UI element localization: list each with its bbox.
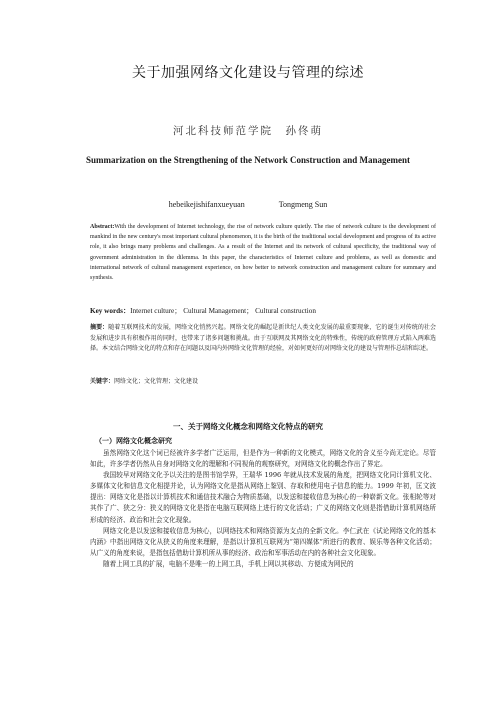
chinese-keywords — [90, 376, 436, 387]
author-line: 河北科技师范学院 孙佟萌 — [173, 125, 323, 137]
english-author-name: Tongmeng Sun — [278, 200, 328, 209]
paper-title: 关于加强网络文化建设与管理的综述 — [132, 65, 364, 81]
english-keywords-text: Internet culture； Cultural Management； Cultural construction — [130, 307, 316, 315]
english-abstract-label: Abstract: — [90, 224, 115, 230]
english-affiliation: hebeikejishifanxueyuan — [168, 200, 245, 209]
subsection-heading: （一）网络文化概念研究 — [95, 437, 172, 445]
english-keywords — [90, 306, 436, 317]
body-paragraph: 随着上网工具的扩展，电脑不是唯一的上网工具，手机上网以其移动、方便成为网民的 — [103, 559, 354, 568]
english-title: Summarization on the Strengthening of the Network Construction and Management — [85, 155, 411, 165]
body-text — [90, 448, 436, 570]
body-paragraph: 虽然网络文化这个词已经被许多学者广泛运用，但是作为一种新的文化模式，网络文化的含义至今尚无定论。尽管如此，许多学者仍然从自身对网络文化的理解和不同视角的观察研究，对网络文化的概念作出了界定。 — [90, 449, 436, 469]
english-author-line — [0, 200, 496, 209]
chinese-abstract-label: 摘要： — [90, 324, 109, 331]
chinese-abstract — [90, 323, 436, 355]
english-keywords-label: Key words： — [90, 307, 131, 315]
english-abstract-text: With the development of Internet technology, the rise of network culture quietly. The rise of network culture is the development of mankind in the new century's most important cultural phenomenon, it is the birth of the traditional social development and progress of its active role, it also brings many problems and challenges. As a result of the Internet and its network of cultural specificity, the traditional way of government administration in the dilemma. In this paper, the characteristics of Internet culture and problems, as well as domestic and international network of cultural management experience, on how better to network construction and management culture for summary and synthesis. — [90, 224, 436, 282]
chinese-keywords-label: 关键字： — [90, 378, 115, 385]
section-heading: 一、关于网络文化概念和网络文化特点的研究 — [173, 422, 323, 431]
chinese-keywords-text: 网络文化；文化管理；文化建设 — [114, 378, 199, 385]
chinese-abstract-text: 随着互联网技术的发展，网络文化悄然兴起。网络文化的崛起是新世纪人类文化发展的最重要现象，它的诞生对传统的社会发展和进步具有积极作用的同时，也带来了诸多问题和挑战。由于互联网及其网络文化的特殊性，传统的政府管理方式陷入两难选择。本文结合网络文化的特点和存在问题以及国内外网络文化管理的经验，对如何更好的对网络文化的建设与管理作总结和综述。 — [90, 324, 436, 353]
body-paragraph: 我国较早对网络文化予以关注的是图书馆学界，王瑞华 1996 年就从技术发展的角度，把网络文化同计算机文化、多媒体文化和信息文化相提并论，认为网络文化是指从网络上鉴别、存取和使用电子信息的能力。1999 年初，匡文波提出：网络文化是指以计算机技术和通信技术融合为物质基础，以发送和接收信息为核心的一种崭新文化。张相轮等对其作了广、狭之分：狭义的网络文化是指在电脑互联网络上进行的文化活动；广义的网络文化则是指借助计算机网络所形成的经济、政治和社会文化现象。 — [90, 471, 436, 524]
body-paragraph: 网络文化是以发送和接收信息为核心，以网络技术和网络资源为支点的全新文化。李仁武在《试论网络文化的基本内涵》中指出网络文化从狭义的角度来理解，是指以计算机互联网为“第四媒体”所进行的教育、娱乐等各种文化活动；从广义的角度来说，是指包括借助计算机所从事的经济、政治和军事活动在内的各种社会文化现象。 — [90, 526, 436, 557]
english-abstract — [90, 222, 436, 283]
